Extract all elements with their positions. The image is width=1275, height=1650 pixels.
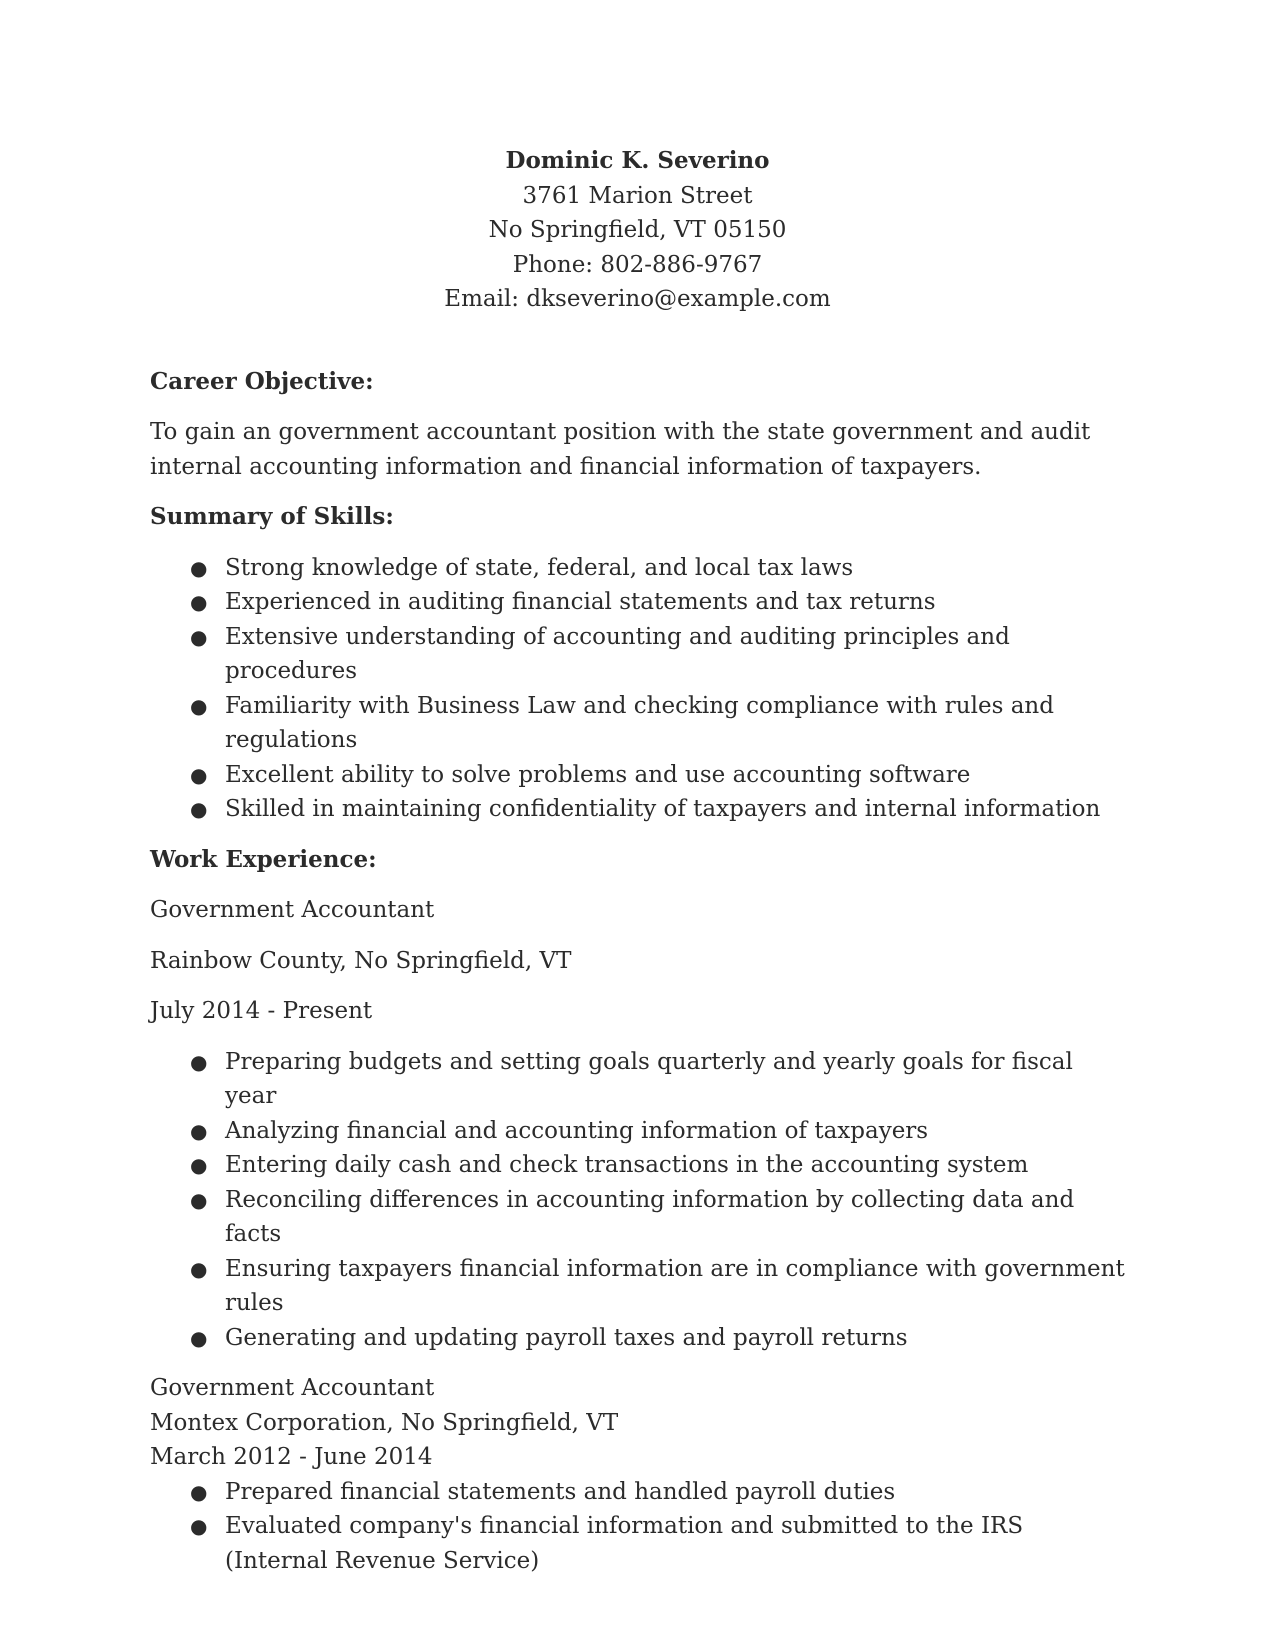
- bullet-icon: ●: [190, 590, 208, 614]
- bullet-icon: ●: [190, 797, 208, 821]
- job-1-employer: Rainbow County, No Springfield, VT: [150, 947, 572, 974]
- list-item: ● Entering daily cash and check transactions in the accounting system: [150, 1148, 1125, 1183]
- skills-heading: Summary of Skills:: [150, 503, 394, 530]
- experience-heading: Work Experience:: [150, 845, 377, 873]
- street-address: 3761 Marion Street: [522, 182, 753, 209]
- bullet-icon: ●: [190, 693, 208, 718]
- resume-header: [150, 144, 1125, 317]
- resume-page: [150, 144, 1125, 1578]
- bullet-icon: ●: [190, 1325, 208, 1350]
- list-item: ● Preparing budgets and setting goals quarterly and yearly goals for fiscal year: [150, 1045, 1125, 1114]
- bullet-icon: ●: [190, 1479, 208, 1504]
- bullet-icon: ●: [190, 555, 208, 580]
- list-item: ● Generating and updating payroll taxes and payroll returns: [150, 1321, 1125, 1356]
- objective-heading: Career Objective:: [150, 367, 374, 395]
- list-item: ● Extensive understanding of accounting and auditing principles and procedures: [150, 620, 1125, 689]
- bullet-icon: ●: [190, 1514, 208, 1538]
- list-item: ● Analyzing financial and accounting information of taxpayers: [150, 1114, 1125, 1149]
- job-1-position: Government Accountant: [150, 897, 435, 923]
- list-item: ● Strong knowledge of state, federal, and local tax laws: [150, 551, 1125, 586]
- list-item: ● Prepared financial statements and handled payroll duties: [150, 1475, 1125, 1510]
- list-item: ● Skilled in maintaining confidentiality of taxpayers and internal information: [150, 792, 1125, 827]
- list-item: ● Experienced in auditing financial statements and tax returns: [150, 585, 1125, 620]
- objective-text: To gain an government accountant position with the state government and audit internal accounting information and financial information of taxpayers.: [150, 419, 1091, 480]
- bullet-icon: ●: [190, 762, 208, 787]
- list-item: ● Excellent ability to solve problems and use accounting software: [150, 758, 1125, 793]
- bullet-icon: ●: [190, 624, 208, 649]
- email-address: Email: dkseverino@example.com: [444, 286, 831, 312]
- bullet-icon: ●: [190, 1256, 208, 1281]
- job-2-duties: [150, 1475, 1125, 1579]
- job-1-dates: July 2014 - Present: [150, 998, 373, 1024]
- job-2-position: Government Accountant: [150, 1375, 435, 1401]
- job-2-dates: March 2012 - June 2014: [150, 1444, 433, 1470]
- bullet-icon: ●: [190, 1187, 208, 1212]
- city-state-zip: No Springfield, VT 05150: [488, 217, 787, 243]
- job-1-duties: [150, 1045, 1125, 1356]
- bullet-icon: ●: [190, 1153, 208, 1177]
- skills-list: [150, 551, 1125, 827]
- list-item: ● Reconciling differences in accounting information by collecting data and facts: [150, 1183, 1125, 1252]
- phone-number: Phone: 802-886-9767: [512, 251, 763, 278]
- bullet-icon: ●: [190, 1118, 208, 1143]
- list-item: ● Familiarity with Business Law and checking compliance with rules and regulations: [150, 689, 1125, 758]
- list-item: ● Ensuring taxpayers financial information are in compliance with government rules: [150, 1252, 1125, 1321]
- job-2-employer: Montex Corporation, No Springfield, VT: [150, 1409, 619, 1436]
- list-item: ● Evaluated company's financial information and submitted to the IRS (Internal Revenue Service): [150, 1509, 1125, 1578]
- bullet-icon: ●: [190, 1049, 208, 1074]
- applicant-name: Dominic K. Severino: [505, 147, 770, 174]
